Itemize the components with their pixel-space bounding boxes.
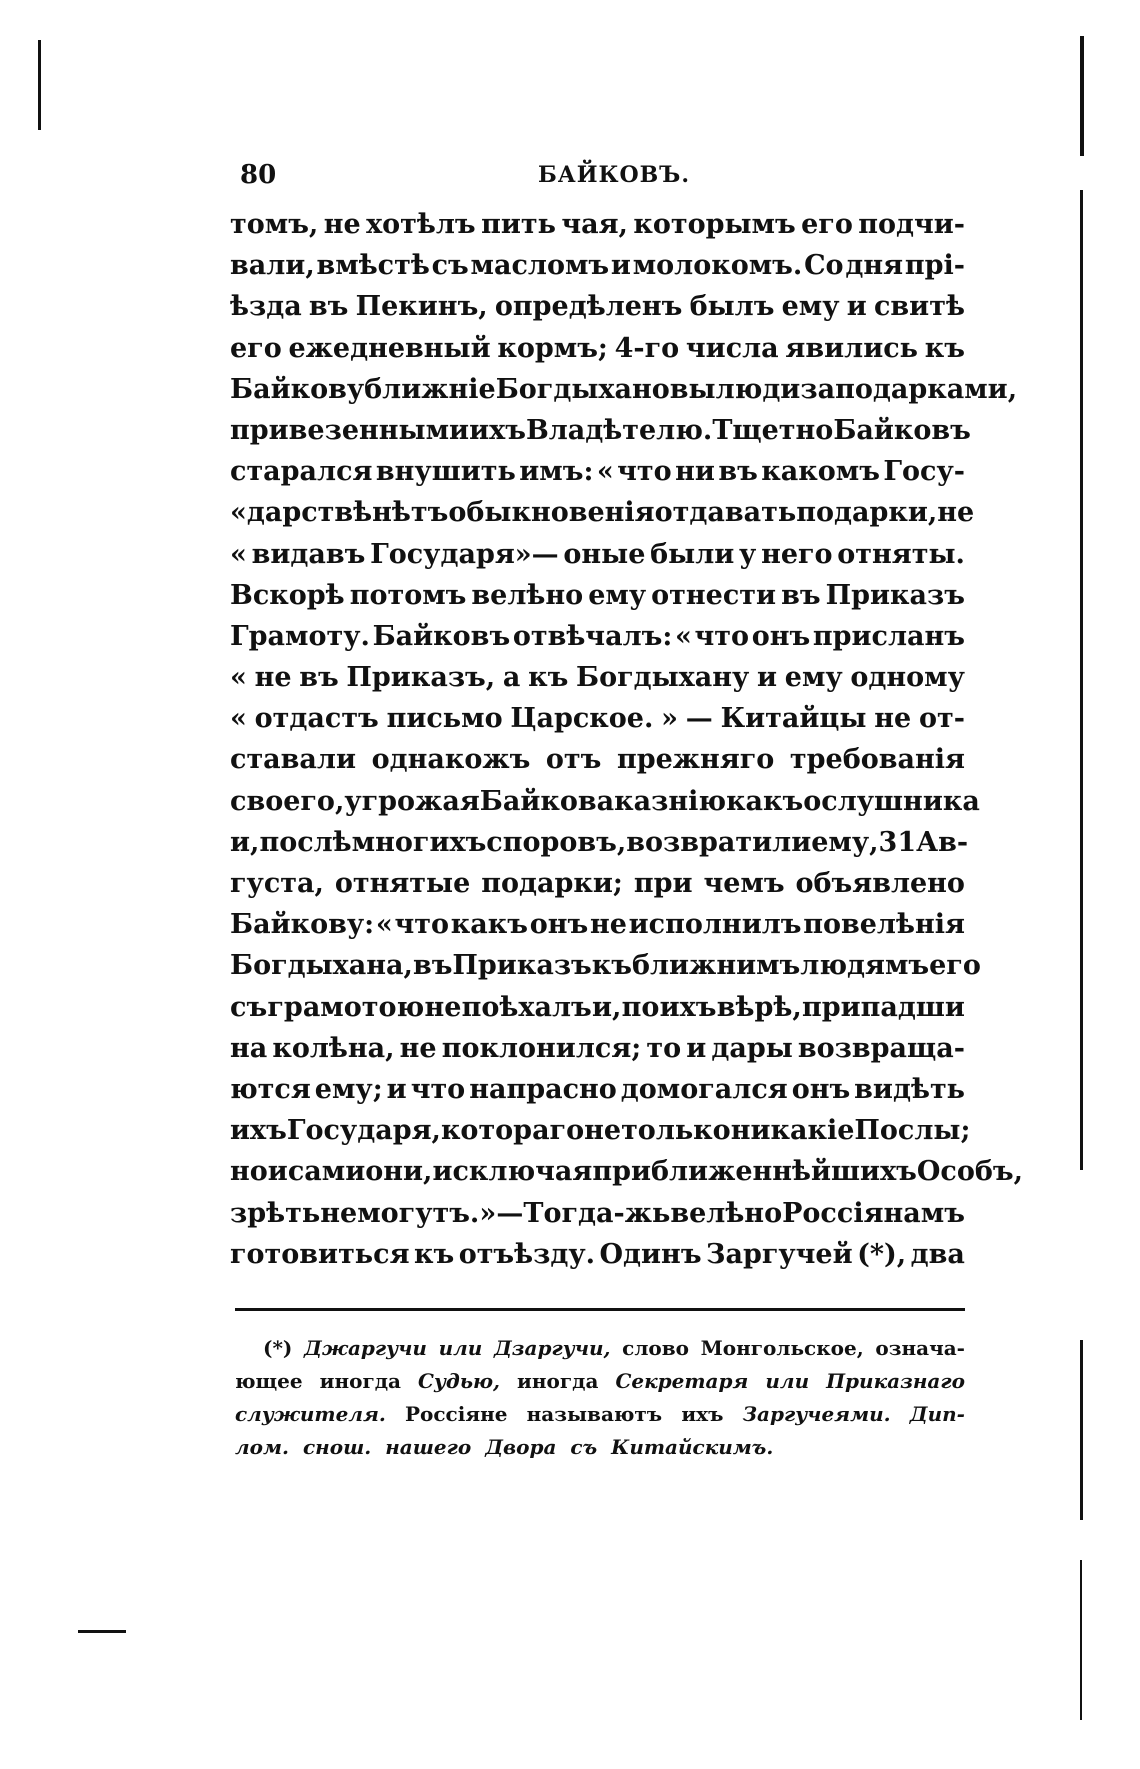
page-header [230, 158, 965, 198]
running-head: БАЙКОВЪ. [538, 162, 690, 188]
footnote-line: (*) Джаргучи или Дзаргучи, слово Монгольское, означа- [263, 1336, 965, 1360]
text-line: готовиться къ отъѣзду. Одинъ Заргучей (*), два [230, 1238, 965, 1270]
footnote-line: лом. снош. нашего Двора съ Китайскимъ. [235, 1435, 774, 1459]
text-line: « видавъ Государя»— оные были у него отняты. [230, 538, 965, 570]
text-line: « дарствѣ нѣтъ обыкновенія отдавать подарки, не [230, 497, 975, 529]
text-line: ются ему; и что напрасно домогался онъ видѣть [230, 1073, 965, 1105]
text-line: ставали однакожъ отъ прежняго требованія [230, 744, 965, 776]
text-line: « не въ Приказъ, а къ Богдыхану и ему одному [230, 662, 965, 694]
text-line: Богдыхана, въ Приказъ къ ближнимъ людямъ его [230, 950, 981, 982]
scan-edge-left [38, 40, 41, 130]
text-line: томъ, не хотѣлъ пить чая, которымъ его подчи- [230, 209, 965, 240]
text-line: его ежедневный кормъ; 4-го числа явились къ [230, 332, 965, 364]
footnote [235, 1332, 965, 1464]
book-page [230, 158, 1023, 1275]
page-number: 80 [240, 160, 277, 190]
text-line: « отдастъ письмо Царское. » — Китайцы не от- [230, 703, 965, 735]
footnote-line: служителя. Россіяне называютъ ихъ Заргучеями. Дип- [235, 1402, 965, 1426]
text-line: Вскорѣ потомъ велѣно ему отнести въ Приказъ [230, 579, 965, 611]
text-line: вали, вмѣстѣ съ масломъ и молокомъ. Со дня прі- [230, 250, 965, 282]
text-line: Байкову: « что какъ онъ не исполнилъ повелѣнія [230, 909, 965, 941]
text-line: густа, отнятые подарки; при чемъ объявлено [230, 868, 965, 899]
text-line: но и сами они, исключая приближеннѣйшихъ Особъ, [230, 1156, 1023, 1188]
text-line: Байкову ближніе Богдыхановы люди за подарками, [230, 373, 1018, 405]
text-line: съ грамотою не поѣхалъ и, по ихъ вѣрѣ, припадши [230, 991, 965, 1023]
scan-edge-right [1080, 36, 1084, 156]
scan-edge-right [1080, 1340, 1083, 1520]
scan-mark [78, 1630, 126, 1633]
footnote-line: ющее иногда Судью, иногда Секретаря или Приказнаго [235, 1369, 965, 1393]
text-line: старался внушить имъ: « что ни въ какомъ Госу- [230, 456, 965, 488]
text-line: и, послѣ многихъ споровъ, возвратили ему, 31 Ав- [230, 826, 969, 858]
text-line: Грамоту. Байковъ отвѣчалъ: « что онъ присланъ [230, 620, 965, 652]
text-line: на колѣна, не поклонился; то и дары возвраща- [230, 1032, 965, 1064]
text-line: привезенными ихъ Владѣтелю. Тщетно Байковъ [230, 414, 971, 446]
scan-edge-right [1080, 1560, 1082, 1720]
footnote-rule [235, 1308, 965, 1311]
text-line: зрѣть не могутъ. » — Тогда-жь велѣно Россіянамъ [230, 1197, 965, 1229]
scan-edge-right [1080, 190, 1083, 1170]
text-line: ѣзда въ Пекинъ, опредѣленъ былъ ему и свитѣ [230, 291, 965, 323]
text-line: своего, угрожая Байкова казнію какъ ослушника [230, 785, 980, 817]
text-line: ихъ Государя, котораго не только никакіе Послы; [230, 1115, 971, 1147]
body-text [230, 204, 1023, 1275]
